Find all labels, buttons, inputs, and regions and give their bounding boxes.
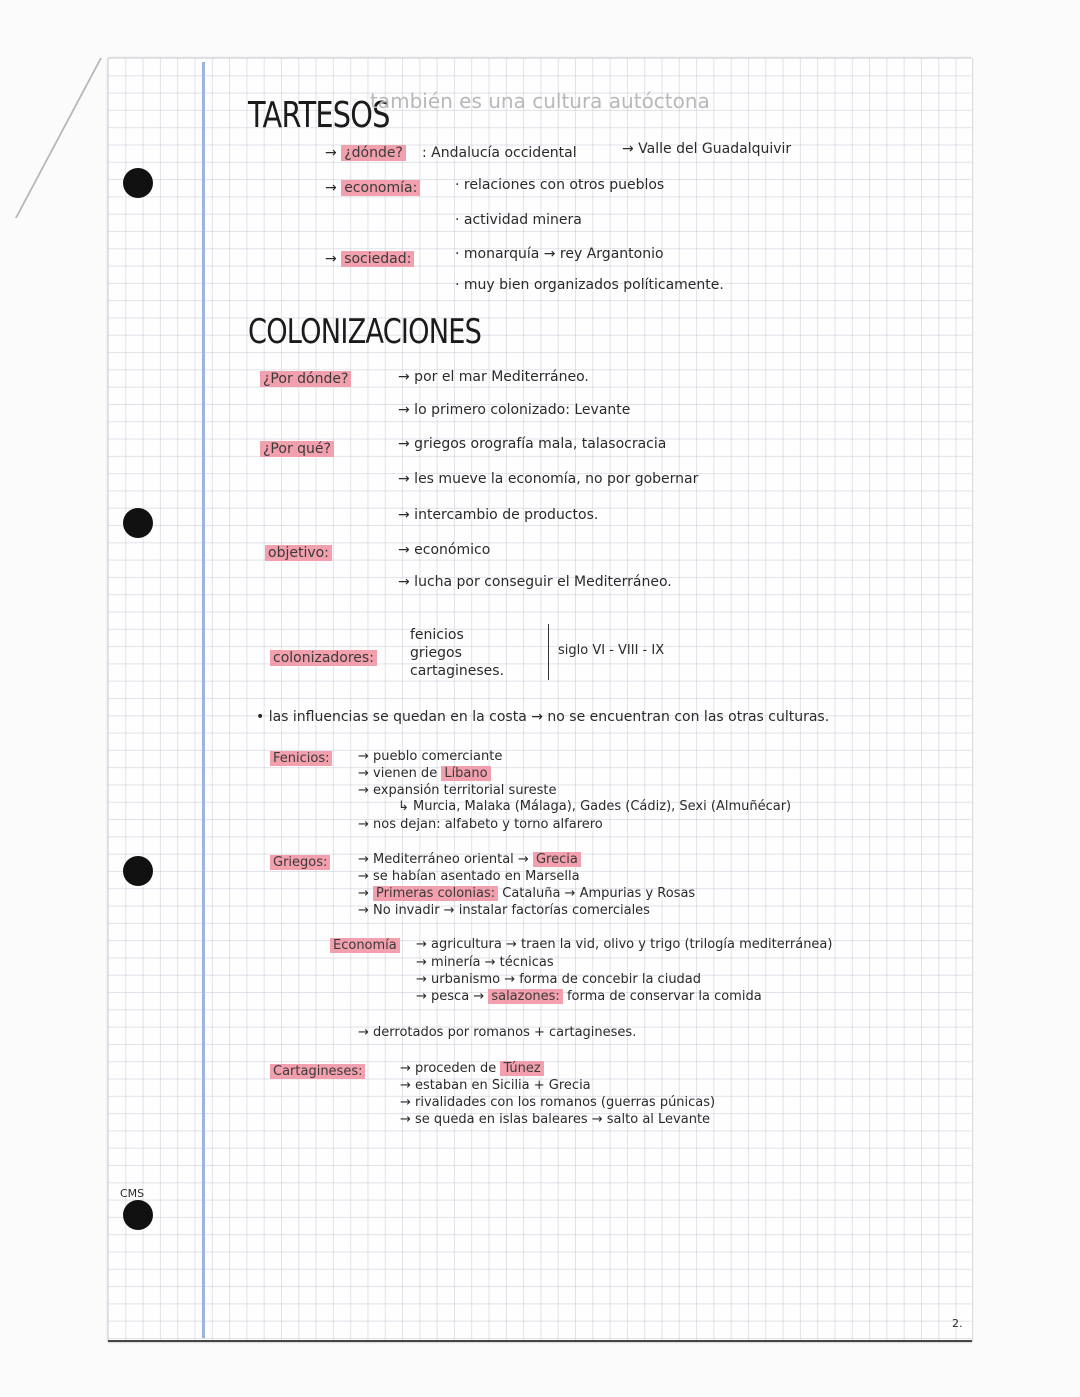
libano-highlight: Líbano [441,766,490,781]
griegos-1-pre: → Mediterráneo oriental → [358,852,529,867]
donde-row: → ¿dónde? [325,146,406,161]
siglo-text: siglo VI - VIII - IX [558,643,665,658]
por-donde-label-row [260,372,351,387]
influencias-text: • las influencias se quedan en la costa → no se encuentran con las otras culturas. [256,709,830,725]
economia-1: · relaciones con otros pueblos [455,177,665,193]
objetivo-label-row [265,546,332,561]
por-donde-label: ¿Por dónde? [260,371,351,387]
economia-row: → economía: [325,181,420,196]
griegos-1 [358,853,581,867]
cartagineses-1-pre: → proceden de [400,1061,497,1076]
objetivo-1: → económico [398,542,491,558]
eco-4-pre: → pesca → [416,989,485,1004]
bracket [548,624,549,680]
por-que-label-row [260,442,334,457]
binder-hole [123,168,153,198]
griegos-label-row [270,856,330,870]
griegos-2: → se habían asentado en Marsella [358,869,580,884]
donde-label: ¿dónde? [341,145,406,161]
objetivo-2: → lucha por conseguir el Mediterráneo. [398,574,672,590]
tunez-highlight: Túnez [500,1061,543,1076]
fenicios-2 [358,767,491,781]
cartagineses-4: → se queda en islas baleares → salto al Levante [400,1112,711,1127]
por-que-3: → intercambio de productos. [398,507,599,523]
sociedad-row: → sociedad: [325,252,414,267]
derrotados: → derrotados por romanos + cartagineses. [358,1025,637,1040]
objetivo-label: objetivo: [265,545,332,561]
cartagineses-2: → estaban en Sicilia + Grecia [400,1078,591,1093]
por-donde-1: → por el mar Mediterráneo. [398,369,589,385]
binder-hole [123,508,153,538]
griegos-3: → Primeras colonias: Cataluña → Ampurias y Rosas [358,886,696,901]
eco-1: → agricultura → traen la vid, olivo y trigo (trilogía mediterránea) [416,937,833,952]
salazones-highlight: salazones: [488,989,563,1004]
cartagineses-3: → rivalidades con los romanos (guerras púnicas) [400,1095,716,1110]
economia-griegos-row [330,939,400,953]
colonizador-griegos: griegos [410,645,462,661]
eco-2: → minería → técnicas [416,955,554,970]
por-que-1: → griegos orografía mala, talasocracia [398,436,667,452]
primeras-colonias-highlight: Primeras colonias: [373,886,498,901]
fenicios-label-row [270,752,332,766]
eco-4-post: forma de conservar la comida [566,989,762,1004]
colonizadores-label-row [270,651,377,666]
economia-label: economía: [341,180,420,196]
donde-text: : Andalucía occidental [422,145,577,161]
fenicios-5: → nos dejan: alfabeto y torno alfarero [358,817,603,832]
fenicios-1: → pueblo comerciante [358,749,503,764]
fenicios-2-pre: → vienen de [358,766,438,781]
sociedad-2: · muy bien organizados políticamente. [455,277,724,293]
fenicios-4: ↳ Murcia, Malaka (Málaga), Gades (Cádiz), Sexi (Almuñécar) [398,799,792,814]
cartagineses-label-row [270,1065,365,1079]
economia-griegos-label: Economía [330,938,400,953]
sociedad-1: · monarquía → rey Argantonio [455,246,664,262]
sociedad-label: sociedad: [341,251,414,267]
eco-3: → urbanismo → forma de concebir la ciudad [416,972,702,987]
margin-line [202,62,205,1338]
binder-hole [123,1200,153,1230]
griegos-label: Griegos: [270,855,330,870]
fenicios-label: Fenicios: [270,751,332,766]
margin-note: CMS [120,1187,145,1200]
eco-4 [416,990,762,1004]
fenicios-3: → expansión territorial sureste [358,783,557,798]
donde-extra: → Valle del Guadalquivir [622,141,792,157]
grecia-highlight: Grecia [533,852,581,867]
por-que-2: → les mueve la economía, no por gobernar [398,471,699,487]
tartesos-subtitle: también es una cultura autóctona [370,89,710,113]
por-donde-2: → lo primero colonizado: Levante [398,402,631,418]
tartesos-title: TARTESOS [248,95,390,136]
por-que-label: ¿Por qué? [260,441,334,457]
cartagineses-label: Cartagineses: [270,1064,365,1079]
colonizador-fenicios: fenicios [410,627,464,643]
colonizador-cartagineses: cartagineses. [410,663,505,679]
binder-hole [123,856,153,886]
cartagineses-1 [400,1062,544,1076]
economia-2: · actividad minera [455,212,582,228]
colonizadores-label: colonizadores: [270,650,377,666]
page-number: 2. [952,1317,963,1330]
griegos-4: → No invadir → instalar factorías comerciales [358,903,650,918]
griegos-3-post: Cataluña → Ampurias y Rosas [502,886,696,901]
colonizaciones-title: COLONIZACIONES [248,312,482,352]
